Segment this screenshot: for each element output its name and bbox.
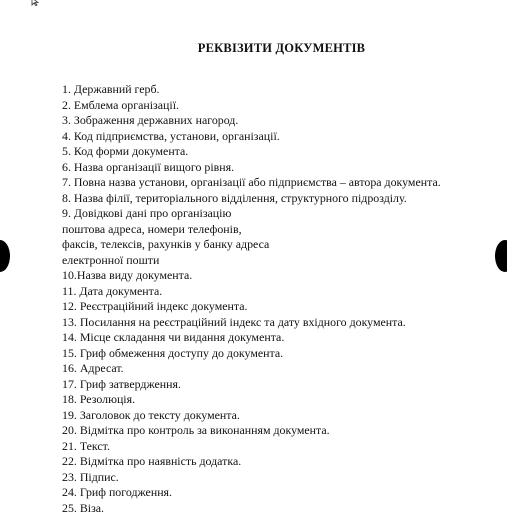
list-item: електронної пошти — [62, 252, 160, 267]
list-item: 18. Резолюція. — [62, 392, 136, 406]
list-item: 23. Підпис. — [62, 469, 119, 484]
previous-page-arrow-icon[interactable] — [0, 240, 10, 272]
requisites-list — [62, 82, 441, 512]
list-item: 17. Гриф затвердження. — [62, 376, 181, 391]
list-item: 3. Зображення державних нагород. — [62, 113, 239, 127]
list-item: 5. Код форми документа. — [62, 144, 189, 158]
list-item: 16. Адресат. — [62, 361, 124, 375]
list-item: поштова адреса, номери телефонів, — [62, 221, 242, 236]
list-item: 11. Дата документа. — [62, 283, 163, 298]
mouse-pointer-icon — [31, 0, 41, 6]
next-page-arrow-icon[interactable] — [495, 240, 507, 272]
list-item: 24. Гриф погодження. — [62, 485, 172, 499]
list-item: 10.Назва виду документа. — [62, 268, 193, 282]
list-item: 1. Державний герб. — [62, 82, 160, 96]
list-item: 22. Відмітка про наявність додатка. — [62, 454, 242, 468]
list-item: 9. Довідкові дані про організацію — [62, 206, 232, 220]
list-item: 12. Реєстраційний індекс документа. — [62, 299, 248, 313]
list-item: 2. Емблема організації. — [62, 97, 179, 112]
list-item: 19. Заголовок до тексту документа. — [62, 407, 240, 422]
list-item: 20. Відмітка про контроль за виконанням документа. — [62, 423, 330, 437]
list-item: 7. Повна назва установи, організації або підприємства – автора документа. — [62, 175, 441, 189]
list-item: факсів, телексів, рахунків у банку адреса — [62, 237, 270, 251]
list-item: 25. Віза. — [62, 500, 105, 512]
document-title: РЕКВІЗИТИ ДОКУМЕНТІВ — [197, 41, 366, 55]
list-item: 15. Гриф обмеження доступу до документа. — [62, 345, 284, 360]
list-item: 4. Код підприємства, установи, організації. — [62, 128, 280, 143]
list-item: 21. Текст. — [62, 438, 110, 453]
list-item: 13. Посилання на реєстраційний індекс та дату вхідного документа. — [62, 314, 406, 329]
list-item: 14. Місце складання чи видання документа. — [62, 330, 285, 344]
list-item: 8. Назва філії, територіального відділення, структурного підрозділу. — [62, 190, 407, 205]
list-item: 6. Назва організації вищого рівня. — [62, 159, 235, 174]
